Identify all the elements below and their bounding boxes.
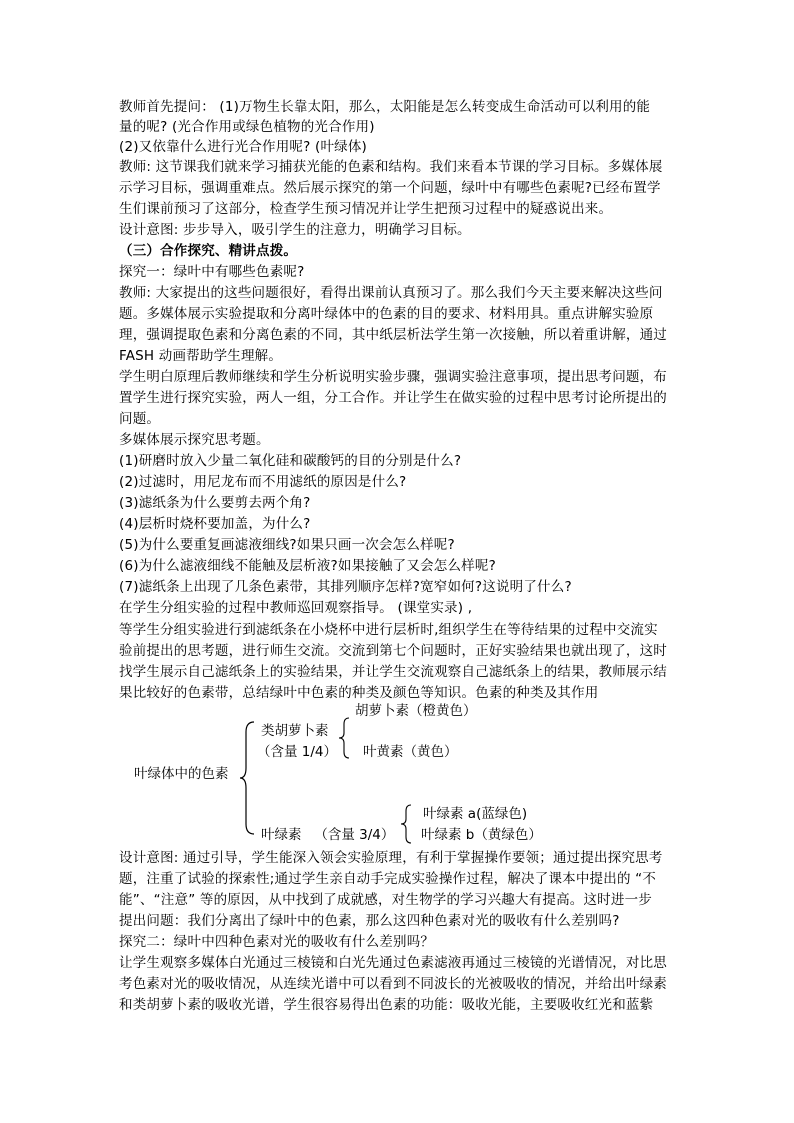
text-line: 示学习目标，强调重难点。然后展示探究的第一个问题，绿叶中有哪些色素呢?已经布置学: [119, 180, 661, 196]
diagram-chlorophyll-a: 叶绿素 a(蓝绿色): [423, 806, 528, 822]
text-line: 学生明白原理后教师继续和学生分析说明实验步骤，强调实验注意事项，提出思考问题，布: [119, 369, 667, 385]
text-line: 置学生进行探究实验，两人一组，分工合作。并让学生在做实验的过程中思考讨论所提出的: [119, 390, 667, 406]
brace-main: [238, 720, 258, 838]
diagram-chlorophyll-b: 叶绿素 b（黄绿色）: [421, 827, 542, 843]
text-line: 探究二：绿叶中四种色素对光的吸收有什么差别吗？: [119, 934, 435, 950]
text-line: 找学生展示自己滤纸条上的实验结果，并让学生交流观察自己滤纸条上的结果，教师展示结: [119, 664, 667, 680]
text-line: 等学生分组实验进行到滤纸条在小烧杯中进行层析时,组织学生在等待结果的过程中交流实: [119, 622, 658, 638]
text-line: 教师首先提问： (1)万物生长靠太阳，那么，太阳能是怎么转变成生命活动可以利用的能: [119, 99, 651, 115]
text-line: (2)又依靠什么进行光合作用呢? (叶绿体): [119, 139, 368, 155]
question-item: (5)为什么要重复画滤液细线?如果只画一次会怎么样呢?: [119, 537, 455, 553]
question-item: (3)滤纸条为什么要剪去两个角?: [119, 495, 311, 511]
diagram-carotenoids: 类胡萝卜素: [261, 723, 329, 739]
text-line: 题。多媒体展示实验提取和分离叶绿体中的色素的目的要求、材料用具。重点讲解实验原: [119, 306, 654, 322]
question-item: (4)层析时烧杯要加盖，为什么?: [119, 516, 311, 532]
diagram-carotenoids-share: （含量 1/4）: [257, 744, 338, 760]
question-item: (6)为什么滤液细线不能触及层析液?如果接触了又会怎么样呢?: [119, 558, 496, 574]
text-line: 题，注重了试验的探索性;通过学生亲自动手完成实验操作过程，解决了课本中提出的 “不: [119, 871, 657, 887]
text-line: 问题。: [119, 411, 161, 427]
text-line: 探究一：绿叶中有哪些色素呢?: [119, 264, 305, 280]
text-line: 量的呢? (光合作用或绿色植物的光合作用): [119, 119, 375, 135]
text-line: 教师: 这节课我们就来学习捕获光能的色素和结构。我们来看本节课的学习目标。多媒体展: [119, 159, 663, 175]
text-line: 果比较好的色素带，总结绿叶中色素的种类及颜色等知识。色素的种类及其作用: [119, 685, 599, 701]
diagram-chlorophyll: 叶绿素 （含量 3/4）: [261, 827, 395, 843]
text-line: 教师: 大家提出的这些问题很好，看得出课前认真预习了。那么我们今天主要来解决这些问: [119, 285, 663, 301]
text-line: 提出问题：我们分离出了绿叶中的色素，那么这四种色素对光的吸收有什么差别吗?: [119, 913, 620, 929]
question-item: (2)过滤时，用尼龙布而不用滤纸的原因是什么?: [119, 474, 407, 490]
text-line: 和类胡萝卜素的吸收光谱，学生很容易得出色素的功能：吸收光能，主要吸收红光和蓝紫: [119, 997, 654, 1013]
text-line: 设计意图: 通过引导，学生能深入领会实验原理，有利于掌握操作要领；通过提出探究思考: [119, 850, 663, 866]
brace-carotenoids: [337, 716, 351, 760]
text-line: 在学生分组实验的过程中教师巡回观察指导。 (课堂实录) ,: [119, 600, 473, 616]
text-line: 多媒体展示探究思考题。: [119, 432, 270, 448]
text-line: 生们课前预习了这部分，检查学生预习情况并让学生把预习过程中的疑惑说出来。: [119, 201, 613, 217]
text-line: 考色素对光的吸收情况，从连续光谱中可以看到不同波长的光被吸收的情况，并给出叶绿素: [119, 976, 667, 992]
text-line: 验前提出的思考题，进行师生交流。交流到第七个问题时，正好实验结果也就出现了，这时: [119, 643, 667, 659]
question-item: (1)研磨时放入少量二氧化硅和碳酸钙的目的分别是什么?: [119, 453, 462, 469]
text-line: 让学生观察多媒体白光通过三棱镜和白光先通过色素滤液再通过三棱镜的光谱情况，对比思: [119, 955, 667, 971]
diagram-root: 叶绿体中的色素: [134, 766, 229, 782]
text-line: 能”、“注意” 等的原因，从中找到了成就感，对生物学的学习兴趣大有提高。这时进一步: [119, 892, 652, 908]
text-line: FASH 动画帮助学生理解。: [119, 348, 283, 364]
diagram-xanthophyll: 叶黄素（黄色）: [363, 744, 458, 760]
text-line: 设计意图: 步步导入，吸引学生的注意力，明确学习目标。: [119, 222, 471, 238]
section-heading: （三）合作探究、精讲点拨。: [119, 243, 298, 259]
brace-chlorophyll: [399, 803, 413, 845]
diagram-carotene: 胡萝卜素（橙黄色）: [355, 703, 477, 719]
question-item: (7)滤纸条上出现了几条色素带，其排列顺序怎样?宽窄如何?这说明了什么?: [119, 579, 572, 595]
text-line: 理，强调提取色素和分离色素的不同，其中纸层析法学生第一次接触，所以着重讲解，通过: [119, 327, 667, 343]
